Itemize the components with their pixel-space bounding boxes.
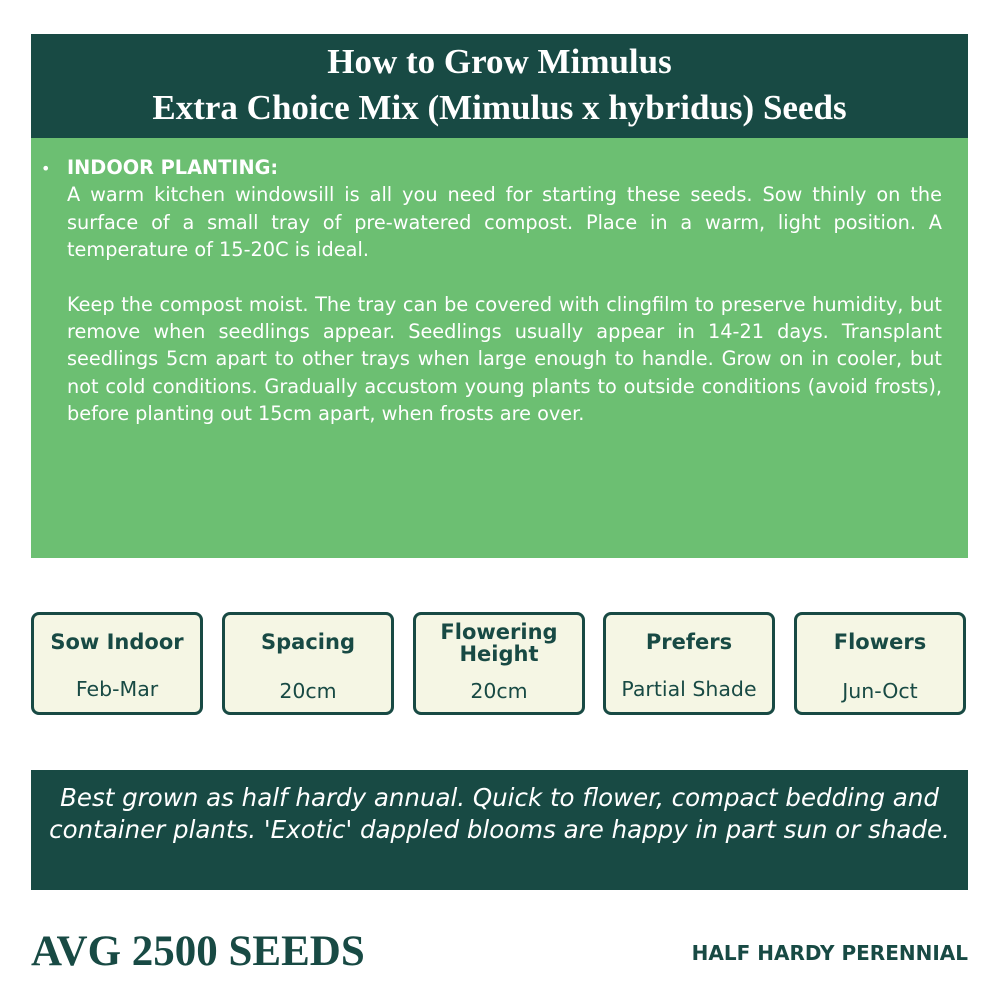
card-title-sow-indoor: Sow Indoor	[50, 630, 184, 654]
card-title-flowers: Flowers	[833, 630, 927, 654]
bullet-icon: •	[41, 159, 51, 178]
card-prefers	[603, 612, 775, 715]
card-flowering-height	[413, 612, 585, 715]
card-title-prefers: Prefers	[645, 630, 733, 654]
indoor-planting-panel	[31, 138, 968, 558]
seed-count: AVG 2500 SEEDS	[31, 928, 365, 975]
card-value-flowering-height: 20cm	[470, 679, 528, 703]
card-value-sow-indoor: Feb-Mar	[75, 677, 159, 701]
title-banner	[31, 34, 968, 138]
card-title-spacing: Spacing	[261, 630, 355, 654]
indoor-planting-heading: INDOOR PLANTING:	[67, 156, 279, 179]
page-title-line-1: How to Grow Mimulus	[327, 42, 672, 81]
card-value-prefers: Partial Shade	[621, 677, 757, 701]
card-spacing	[222, 612, 394, 715]
page-title-line-2: Extra Choice Mix (Mimulus x hybridus) Seeds	[152, 88, 847, 127]
planting-paragraph-1: A warm kitchen windowsill is all you need for starting these seeds. Sow thinly on the surface of a small tray of pre-watered compost. Place in a warm, light position. A temperature of 15-20C is ideal.	[67, 183, 942, 262]
growing-info-cards	[31, 612, 968, 715]
plant-category: HALF HARDY PERENNIAL	[691, 941, 968, 965]
planting-paragraph-2: Keep the compost moist. The tray can be covered with clingfilm to preserve humidity, but remove when seedlings appear. Seedlings usually appear in 14-21 days. Transplant seedlings 5cm apart to other trays when large enough to handle. Grow on in cooler, but not cold conditions. Gradually accustom young plants to outside conditions (avoid frosts), before planting out 15cm apart, when frosts are over.	[67, 292, 942, 426]
card-value-spacing: 20cm	[279, 679, 337, 703]
growing-summary-banner	[31, 770, 968, 890]
card-sow-indoor	[31, 612, 203, 715]
card-title-flowering-height: Flowering Height	[440, 620, 558, 666]
growing-summary-text: Best grown as half hardy annual. Quick to flower, compact bedding and container plants. 'Exotic' dappled blooms are happy in part sun or shade.	[49, 783, 950, 844]
card-flowers	[794, 612, 966, 715]
card-value-flowers: Jun-Oct	[842, 679, 918, 703]
